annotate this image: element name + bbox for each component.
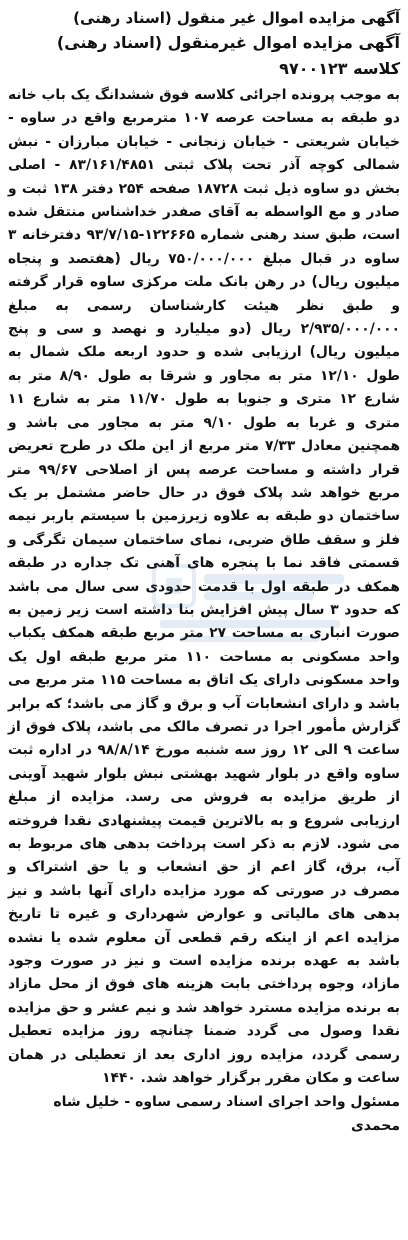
notice-subheading: آگهی مزایده اموال غیرمنقول (اسناد رهنی) کلاسه ۹۷۰۰۱۲۳: [56, 33, 400, 78]
notice-heading: آگهی مزایده اموال غیر منقول (اسناد رهنی): [73, 9, 400, 27]
notice-body: به موجب پرونده اجرائی کلاسه فوق ششدانگ یک باب خانه دو طبقه به مساحت عرصه ۱۰۷ مترمربع واقع در ساوه - خیابان شریعتی - خیابان زنجانی - خیابان مبارزان - نبش شمالی کوچه آذر تحت پلاک ثبتی ۸۳/۱۶۱/۴۸۵۱ - اصلی بخش دو ساوه ذیل ثبت ۱۸۷۲۸ صفحه ۲۵۴ دفتر ۱۳۸ ثبت و صادر و مع الواسطه به آقای صفدر خداشناس منتقل شده است، طبق سند رهنی شماره ۱۲۲۶۶۵-۹۳/۷/۱۵ دفترخانه ۳ ساوه در قبال مبلغ ۷۵۰/۰۰۰/۰۰۰ ریال (هفتصد و پنجاه میلیون ریال) در رهن بانک ملت مرکزی ساوه قرار گرفته و طبق نظر هیئت کارشناسان رسمی به مبلغ ۲/۹۳۵/۰۰۰/۰۰۰ ریال (دو میلیارد و نهصد و سی و پنج میلیون ریال) ارزیابی شده و حدود اربعه ملک شمال به طول ۱۲/۱۰ متر به مجاور و شرقا به طول ۸/۹۰ متر به شارع ۱۲ متری و جنوبا به طول ۱۱/۷۰ متر به شارع ۱۱ متری و غربا به طول ۹/۱۰ متر به مجاور می باشد و همچنین معادل ۷/۳۳ متر مربع از این ملک در طرح تعریض قرار داشته و مساحت عرصه پس از اصلاحی ۹۹/۶۷ متر مربع خواهد شد پلاک فوق در حال حاضر مشتمل بر یک ساختمان دو طبقه به علاوه زیرزمین با سیستم باربر نیمه فلز و سقف طاق ضربی، نمای ساختمان سیمان تگرگی و قسمتی فاقد نما با پنجره های آهنی تک جداره در طبقه همکف در طبقه اول با قدمت حدودی سی سال می باشد که حدود ۳ سال پیش افزایش بنا داشته است زیر زمین به صورت انباری به مساحت ۲۷ متر مربع طبقه همکف یکباب واحد مسکونی به مساحت ۱۱۰ متر مربع طبقه اول یک واحد مسکونی دارای یک اتاق به مساحت ۱۱۵ متر مربع می باشد و دارای انشعابات آب و برق و گاز می باشد؛ که برابر گزارش مأمور اجرا در تصرف مالک می باشد، پلاک فوق از ساعت ۹ الی ۱۲ روز سه شنبه مورخ ۹۸/۸/۱۴ در اداره ثبت ساوه واقع در بلوار شهید بهشتی نبش بلوار شهید آوینی از طریق مزایده به فروش می رسد. مزایده از مبلغ ارزیابی شروع و به بالاترین قیمت پیشنهادی نقدا فروخته می شود. لازم به ذکر است پرداخت بدهی های مربوط به آب، برق، گاز اعم از حق انشعاب و یا حق اشتراک و مصرف در صورتی که مورد مزایده دارای آنها باشد و نیز بدهی های مالیاتی و عوارض شهرداری و غیره تا تاریخ مزایده اعم از اینکه رقم قطعی آن معلوم شده یا نشده باشد به عهده برنده مزایده است و نیز در صورت وجود مازاد، وجوه پرداختی بابت هزینه های فوق از محل مازاد به برنده مزایده مسترد خواهد شد و نیم عشر و حق مزایده نقدا وصول می گردد ضمنا چنانچه روز مزایده تعطیل رسمی گردد، مزایده روز اداری بعد از تعطیلی در همان ساعت و مکان مقرر برگزار خواهد شد. ۱۴۴۰: [8, 87, 401, 1087]
notice-signature: مسئول واحد اجرای اسناد رسمی ساوه - خلیل شاه محمدی: [53, 1094, 400, 1135]
